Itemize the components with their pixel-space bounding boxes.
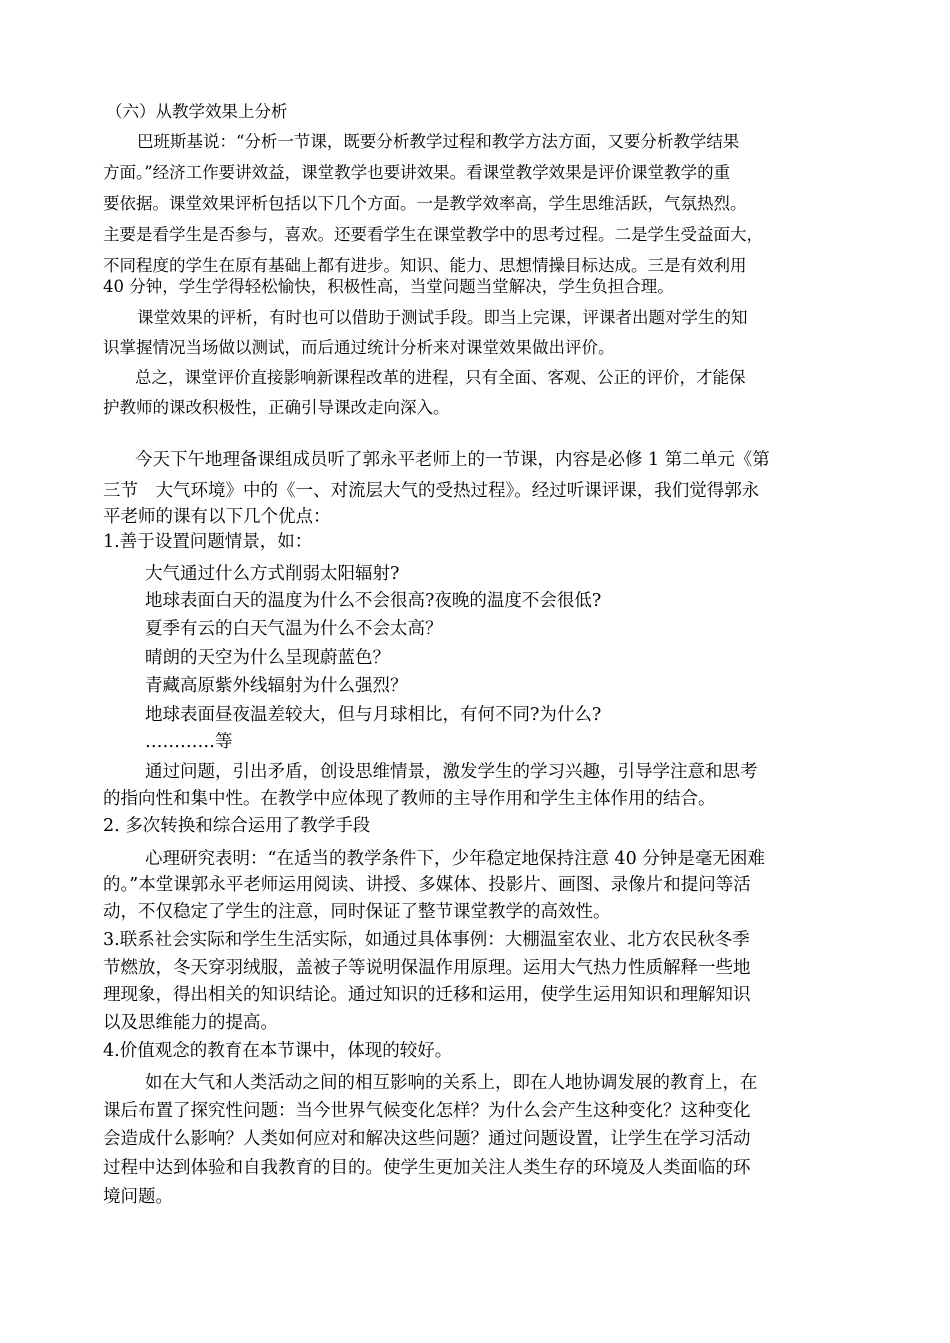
point-title: 2. 多次转换和综合运用了教学手段	[103, 816, 371, 836]
paragraph-line: 如在大气和人类活动之间的相互影响的关系上，即在人地协调发展的教育上，在	[145, 1073, 758, 1093]
paragraph-line: 主要是看学生是否参与，喜欢。还要看学生在课堂教学中的思考过程。二是学生受益面大，	[103, 225, 763, 244]
paragraph-line: 的指向性和集中性。在教学中应体现了教师的主导作用和学生主体作用的结合。	[103, 789, 716, 809]
question-item: 夏季有云的白天气温为什么不会太高？	[145, 619, 443, 639]
question-item: 地球表面昼夜温差较大，但与月球相比，有何不同?为什么?	[145, 705, 602, 725]
section-heading: （六）从教学效果上分析	[106, 102, 288, 121]
paragraph-line: 境问题。	[103, 1187, 173, 1207]
point-title: 4.价值观念的教育在本节课中，体现的较好。	[103, 1041, 453, 1061]
intro-line: 平老师的课有以下几个优点：	[103, 507, 331, 527]
paragraph-line: 护教师的课改积极性，正确引导课改走向深入。	[103, 398, 450, 417]
paragraph-line: 通过问题，引出矛盾，创设思维情景，激发学生的学习兴趣，引导学注意和思考	[145, 762, 758, 782]
point-line: 以及思维能力的提高。	[103, 1013, 278, 1033]
paragraph-line: 不同程度的学生在原有基础上都有进步。知识、能力、思想情操目标达成。三是有效利用	[103, 256, 747, 275]
point-line: 节燃放，冬天穿羽绒服，盖被子等说明保温作用原理。运用大气热力性质解释一些地	[103, 958, 751, 978]
point-line: 3.联系社会实际和学生生活实际，如通过具体事例：大棚温室农业、北方农民秋冬季	[103, 930, 750, 950]
paragraph-line: 识掌握情况当场做以测试，而后通过统计分析来对课堂效果做出评价。	[103, 338, 615, 357]
paragraph-line: 动，不仅稳定了学生的注意，同时保证了整节课堂教学的高效性。	[103, 902, 611, 922]
paragraph-line: 过程中达到体验和自我教育的目的。使学生更加关注人类生存的环境及人类面临的环	[103, 1158, 751, 1178]
point-title: 1.善于设置问题情景，如：	[103, 532, 313, 552]
paragraph-line: 方面。”经济工作要讲效益，课堂教学也要讲效果。看课堂教学效果是评价课堂教学的重	[103, 163, 731, 182]
paragraph-line: 的。”本堂课郭永平老师运用阅读、讲授、多媒体、投影片、画图、录像片和提问等活	[103, 875, 751, 895]
intro-line: 三节 大气环境》中的《一、对流层大气的受热过程》。经过听课评课，我们觉得郭永	[103, 481, 760, 501]
intro-line: 今天下午地理备课组成员听了郭永平老师上的一节课，内容是必修 1 第二单元《第	[135, 450, 770, 470]
question-item: …………等	[145, 732, 233, 752]
paragraph-line: 心理研究表明：“在适当的教学条件下，少年稳定地保持注意 40 分钟是毫无困难	[145, 849, 765, 869]
question-item: 大气通过什么方式削弱太阳辐射?	[145, 564, 400, 584]
question-item: 青藏高原紫外线辐射为什么强烈？	[145, 676, 408, 696]
question-item: 地球表面白天的温度为什么不会很高?夜晚的温度不会很低?	[145, 591, 602, 611]
point-line: 理现象，得出相关的知识结论。通过知识的迁移和运用，使学生运用知识和理解知识	[103, 985, 751, 1005]
paragraph-line: 课堂效果的评析，有时也可以借助于测试手段。即当上完课，评课者出题对学生的知	[137, 308, 748, 327]
paragraph-line: 课后布置了探究性问题：当今世界气候变化怎样？为什么会产生这种变化？这种变化	[103, 1101, 751, 1121]
paragraph-line: 会造成什么影响？人类如何应对和解决这些问题？通过问题设置，让学生在学习活动	[103, 1129, 751, 1149]
paragraph-line: 总之，课堂评价直接影响新课程改革的进程，只有全面、客观、公正的评价，才能保	[135, 368, 746, 387]
paragraph-line: 要依据。课堂效果评析包括以下几个方面。一是教学效率高，学生思维活跃，气氛热烈。	[103, 194, 747, 213]
paragraph-line: 巴班斯基说：“分析一节课，既要分析教学过程和教学方法方面，又要分析教学结果	[137, 132, 740, 151]
paragraph-line: 40 分钟，学生学得轻松愉快，积极性高，当堂问题当堂解决，学生负担合理。	[103, 277, 674, 296]
question-item: 晴朗的天空为什么呈现蔚蓝色？	[145, 648, 390, 668]
